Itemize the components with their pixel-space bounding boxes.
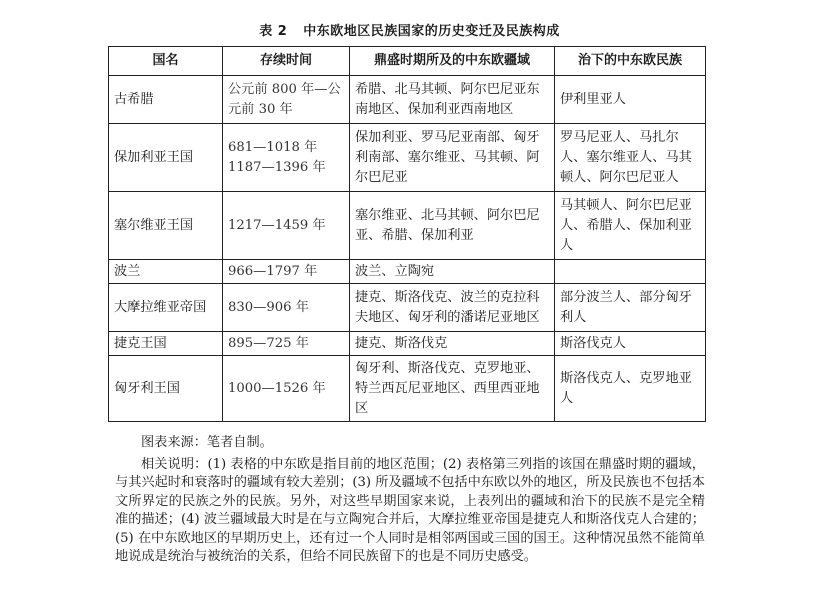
header-territory: 鼎盛时期所及的中东欧疆域 bbox=[350, 47, 555, 76]
cell-peoples: 斯洛伐克人、克罗地亚人 bbox=[555, 356, 706, 422]
cell-period bbox=[223, 192, 350, 260]
cell-period bbox=[223, 124, 350, 192]
cell-country: 塞尔维亚王国 bbox=[109, 192, 223, 260]
cell-peoples: 伊利里亚人 bbox=[555, 76, 706, 124]
cell-country: 波兰 bbox=[109, 260, 223, 284]
period-line: 966—1797 年 bbox=[228, 263, 318, 279]
cell-territory: 捷克、斯洛伐克、波兰的克拉科夫地区、匈牙利的潘诺尼亚地区 bbox=[350, 284, 555, 332]
header-country: 国名 bbox=[109, 47, 223, 76]
cell-period bbox=[223, 76, 350, 124]
table-row bbox=[109, 124, 706, 192]
cell-territory: 捷克、斯洛伐克 bbox=[350, 332, 555, 356]
table-header-row bbox=[109, 47, 706, 76]
period-line: 1187—1396 年 bbox=[228, 159, 326, 175]
period-line: 公元前 800 年—公元前 30 年 bbox=[228, 81, 341, 117]
cell-peoples: 斯洛伐克人 bbox=[555, 332, 706, 356]
table-row bbox=[109, 356, 706, 422]
table-caption bbox=[0, 20, 819, 39]
cell-territory: 塞尔维亚、北马其顿、阿尔巴尼亚、希腊、保加利亚 bbox=[350, 192, 555, 260]
cell-territory: 波兰、立陶宛 bbox=[350, 260, 555, 284]
table-notes bbox=[115, 434, 705, 567]
cell-country: 捷克王国 bbox=[109, 332, 223, 356]
history-table bbox=[108, 46, 706, 422]
source-note: 图表来源：笔者自制。 bbox=[141, 435, 273, 450]
cell-period bbox=[223, 284, 350, 332]
header-peoples: 治下的中东欧民族 bbox=[555, 47, 706, 76]
table-number: 表 2 bbox=[259, 24, 288, 39]
table-row bbox=[109, 192, 706, 260]
cell-country: 古希腊 bbox=[109, 76, 223, 124]
table-row bbox=[109, 260, 706, 284]
cell-country: 大摩拉维亚帝国 bbox=[109, 284, 223, 332]
cell-country: 保加利亚王国 bbox=[109, 124, 223, 192]
table-row bbox=[109, 332, 706, 356]
cell-peoples: 马其顿人、阿尔巴尼亚人、希腊人、保加利亚人 bbox=[555, 192, 706, 260]
table-row bbox=[109, 284, 706, 332]
explanation-note: 相关说明：(1) 表格的中东欧是指目前的地区范围；(2) 表格第三列指的该国在鼎盛时期的疆域，与其兴起时和衰落时的疆域有较大差别；(3) 所及疆域不包括中东欧以外的地区，所及民族也不包括本文所界定的民族之外的民族。另外，对这些早期国家来说，上表列出的疆域和治下的民族不是完全精准的描述；(4) 波兰疆域最大时是在与立陶宛合并后，大摩拉维亚帝国是捷克人和斯洛伐克人合建的；(5) 在中东欧地区的早期历史上，还有过一个人同时是相邻两国或三国的国王。这种情况虽然不能简单地说成是统治与被统治的关系，但给不同民族留下的也是不同历史感受。 bbox=[115, 456, 705, 564]
period-line: 1000—1526 年 bbox=[228, 380, 326, 396]
period-line: 895—725 年 bbox=[228, 335, 309, 351]
period-line: 681—1018 年 bbox=[228, 139, 318, 155]
period-line: 830—906 年 bbox=[228, 299, 309, 315]
cell-peoples: 部分波兰人、部分匈牙利人 bbox=[555, 284, 706, 332]
cell-period bbox=[223, 260, 350, 284]
cell-period bbox=[223, 332, 350, 356]
table-title: 中东欧地区民族国家的历史变迁及民族构成 bbox=[303, 24, 560, 39]
table-row bbox=[109, 76, 706, 124]
cell-peoples bbox=[555, 260, 706, 284]
cell-territory: 希腊、北马其顿、阿尔巴尼亚东南地区、保加利亚西南地区 bbox=[350, 76, 555, 124]
cell-period bbox=[223, 356, 350, 422]
header-period: 存续时间 bbox=[223, 47, 350, 76]
cell-peoples: 罗马尼亚人、马扎尔人、塞尔维亚人、马其顿人、阿尔巴尼亚人 bbox=[555, 124, 706, 192]
cell-territory: 匈牙利、斯洛伐克、克罗地亚、特兰西瓦尼亚地区、西里西亚地区 bbox=[350, 356, 555, 422]
period-line: 1217—1459 年 bbox=[228, 217, 326, 233]
cell-territory: 保加利亚、罗马尼亚南部、匈牙利南部、塞尔维亚、马其顿、阿尔巴尼亚 bbox=[350, 124, 555, 192]
cell-country: 匈牙利王国 bbox=[109, 356, 223, 422]
